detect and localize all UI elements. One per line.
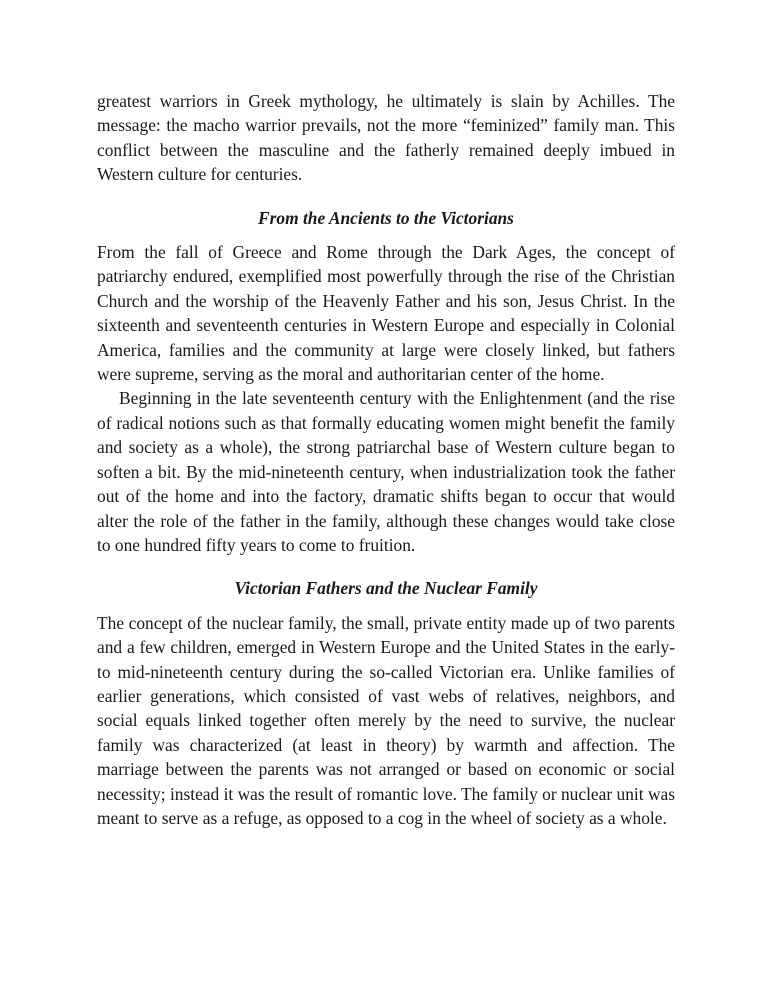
opening-paragraph: greatest warriors in Greek mythology, he ultimately is slain by Achilles. The message: the macho warrior prevails, not the more “feminized” family man. This conflict between the masculine and the fatherly remained deeply imbued in Western culture for centuries. [97, 91, 675, 185]
section-heading-ancients: From the Ancients to the Victorians [258, 207, 514, 228]
section-spacer [97, 601, 675, 611]
body-paragraph: The concept of the nuclear family, the small, private entity made up of two parents and a few children, emerged in Western Europe and the United States in the early- to mid-nineteenth century during the so-called Victorian era. Unlike families of earlier generations, which consisted of vast webs of relatives, neighbors, and social equals linked together often merely by the need to survive, the nuclear family was characterized (at least in theory) by warmth and affection. The marriage between the parents was not arranged or based on economic or social necessity; instead it was the result of romantic love. The family or nuclear unit was meant to serve as a refuge, as opposed to a cog in the wheel of society as a whole. [97, 612, 675, 828]
section-spacer [97, 557, 675, 576]
body-paragraph: From the fall of Greece and Rome through the Dark Ages, the concept of patriarchy endured, exemplified most powerfully through the rise of the Christian Church and the worship of the Heavenly Father and his son, Jesus Christ. In the sixteenth and seventeenth centuries in Western Europe and especially in Colonial America, families and the community at large were closely linked, but fathers were supreme, serving as the moral and authoritarian center of the home. [97, 242, 675, 385]
section-heading-victorian: Victorian Fathers and the Nuclear Family [234, 578, 538, 599]
body-paragraph: Beginning in the late seventeenth century with the Enlightenment (and the rise of radical notions such as that formally educating women might benefit the family and society as a whole), the strong patriarchal base of Western culture began to soften a bit. By the mid-nineteenth century, when industrialization took the father out of the home and into the factory, dramatic shifts began to occur that would alter the role of the father in the family, although these changes would take close to one hundred fifty years to come to fruition. [97, 388, 675, 555]
section-spacer [97, 187, 675, 206]
section-spacer [97, 230, 675, 240]
document-page [97, 89, 675, 830]
